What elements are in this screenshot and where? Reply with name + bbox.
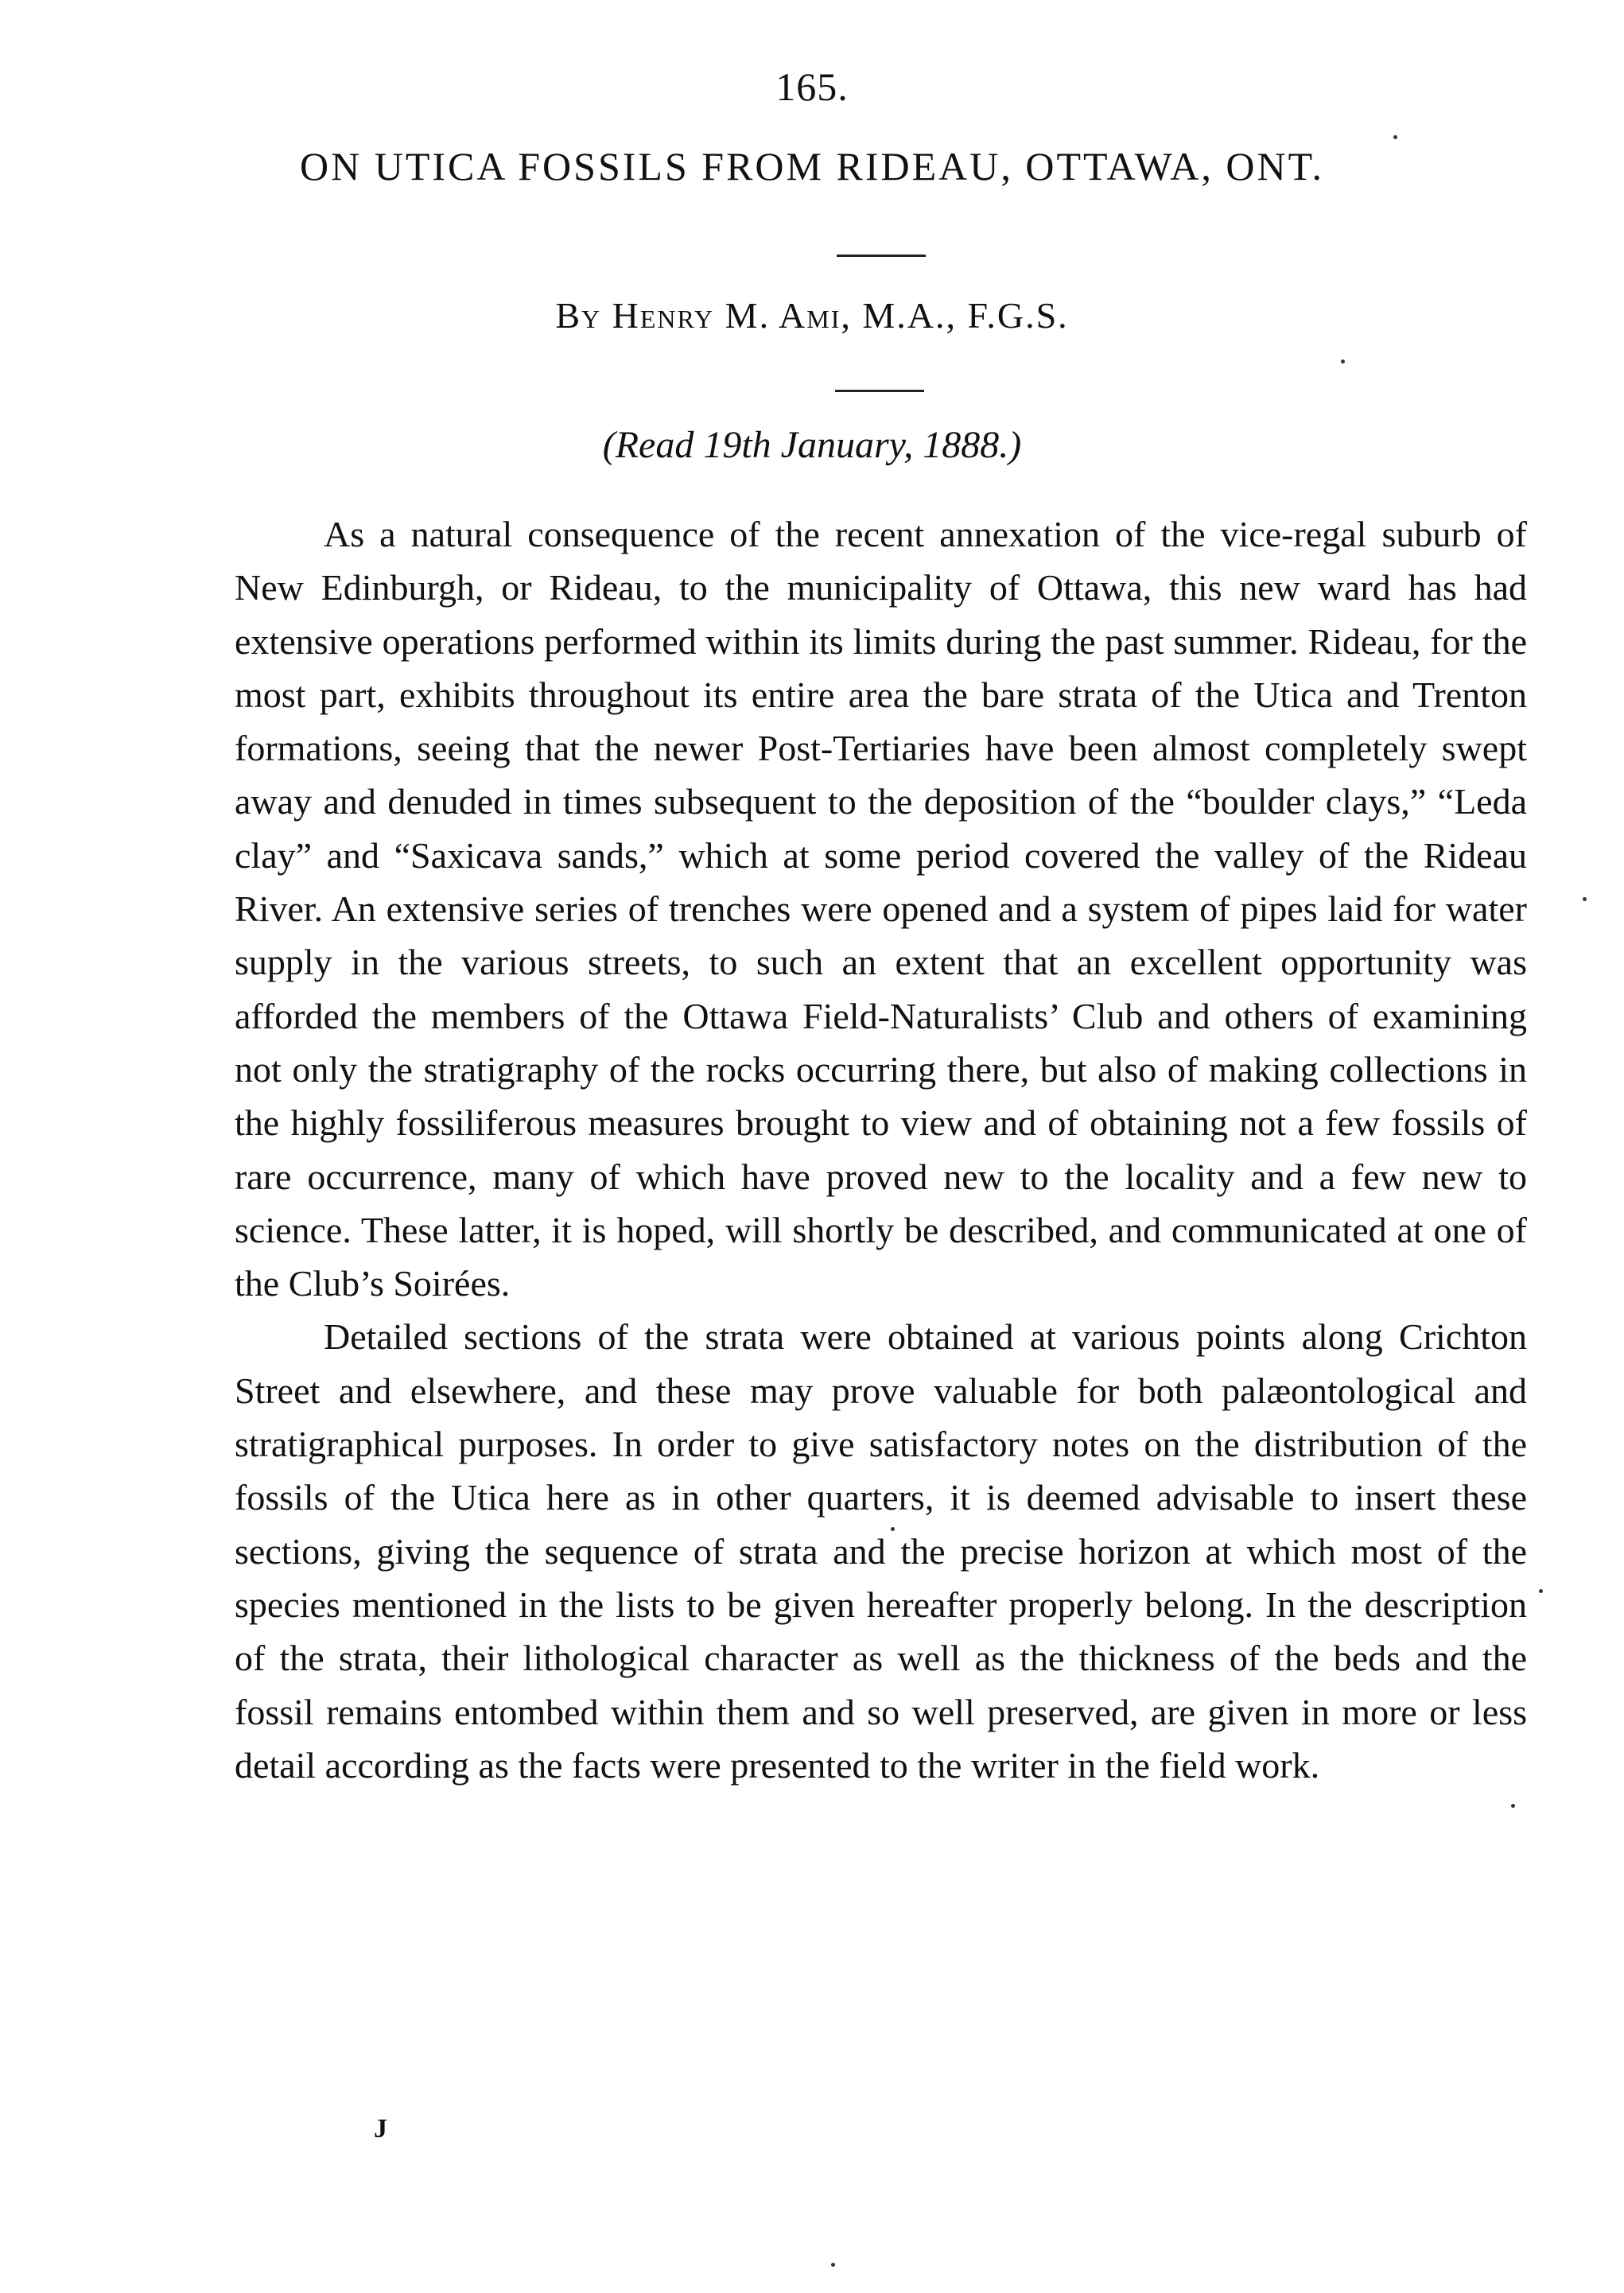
print-speck	[1511, 1804, 1515, 1808]
page-number: 165.	[775, 64, 849, 109]
print-speck	[1393, 135, 1397, 139]
print-speck	[1341, 359, 1345, 363]
print-speck	[1539, 1589, 1543, 1593]
paragraph-1: As a natural consequence of the recent annexation of the vice-regal suburb of New Edinburgh, or Rideau, to the municipality of Ottawa, this new ward has had extensive operations performed within its limits during the past summer. Rideau, for the most part, exhibits throughout its entire area the bare strata of the Utica and Trenton formations, seeing that the newer Post-Tertiaries have been almost completely swept away and denuded in times subsequent to the deposition of the “boulder clays,” “Leda clay” and “Saxicava sands,” which at some period covered the valley of the Rideau River. An extensive series of trenches were opened and a system of pipes laid for water supply in the various streets, to such an extent that an excellent opportunity was afforded the members of the Ottawa Field-Naturalists’ Club and others of examining not only the stratigraphy of the rocks occurring there, but also of making collections in the highly fossiliferous measures brought to view and of obtaining not a few fossils of rare occurrence, many of which have proved new to the locality and a few new to science. These latter, it is hoped, will shortly be described, and communicated at one of the Club’s Soirées.	[235, 514, 1527, 1304]
title-divider	[837, 255, 926, 257]
read-date: (Read 19th January, 1888.)	[602, 424, 1022, 466]
article-title: ON UTICA FOSSILS FROM RIDEAU, OTTAWA, ONT.	[300, 144, 1324, 188]
signature-mark: J	[374, 2114, 387, 2143]
author-byline: By Henry M. Ami, M.A., F.G.S.	[555, 295, 1069, 336]
print-speck	[831, 2263, 835, 2267]
article-body	[235, 507, 1527, 1792]
print-speck	[1583, 897, 1587, 901]
paragraph-2: Detailed sections of the strata were obtained at various points along Crichton Street and elsewhere, and these may prove valuable for both palæontological and stratigraphical purposes. In order to give satisfactory notes on the distribution of the fossils of the Utica here as in other quarters, it is deemed advisable to insert these sections, giving the sequence of strata and the precise horizon at which most of the species mentioned in the lists to be given hereafter properly belong. In the description of the strata, their lithological character as well as the thickness of the beds and the fossil remains entombed within them and so well preserved, are given in more or less detail according as the facts were presented to the writer in the field work.	[235, 1316, 1527, 1786]
print-speck	[891, 1527, 895, 1531]
byline-divider	[835, 390, 924, 392]
